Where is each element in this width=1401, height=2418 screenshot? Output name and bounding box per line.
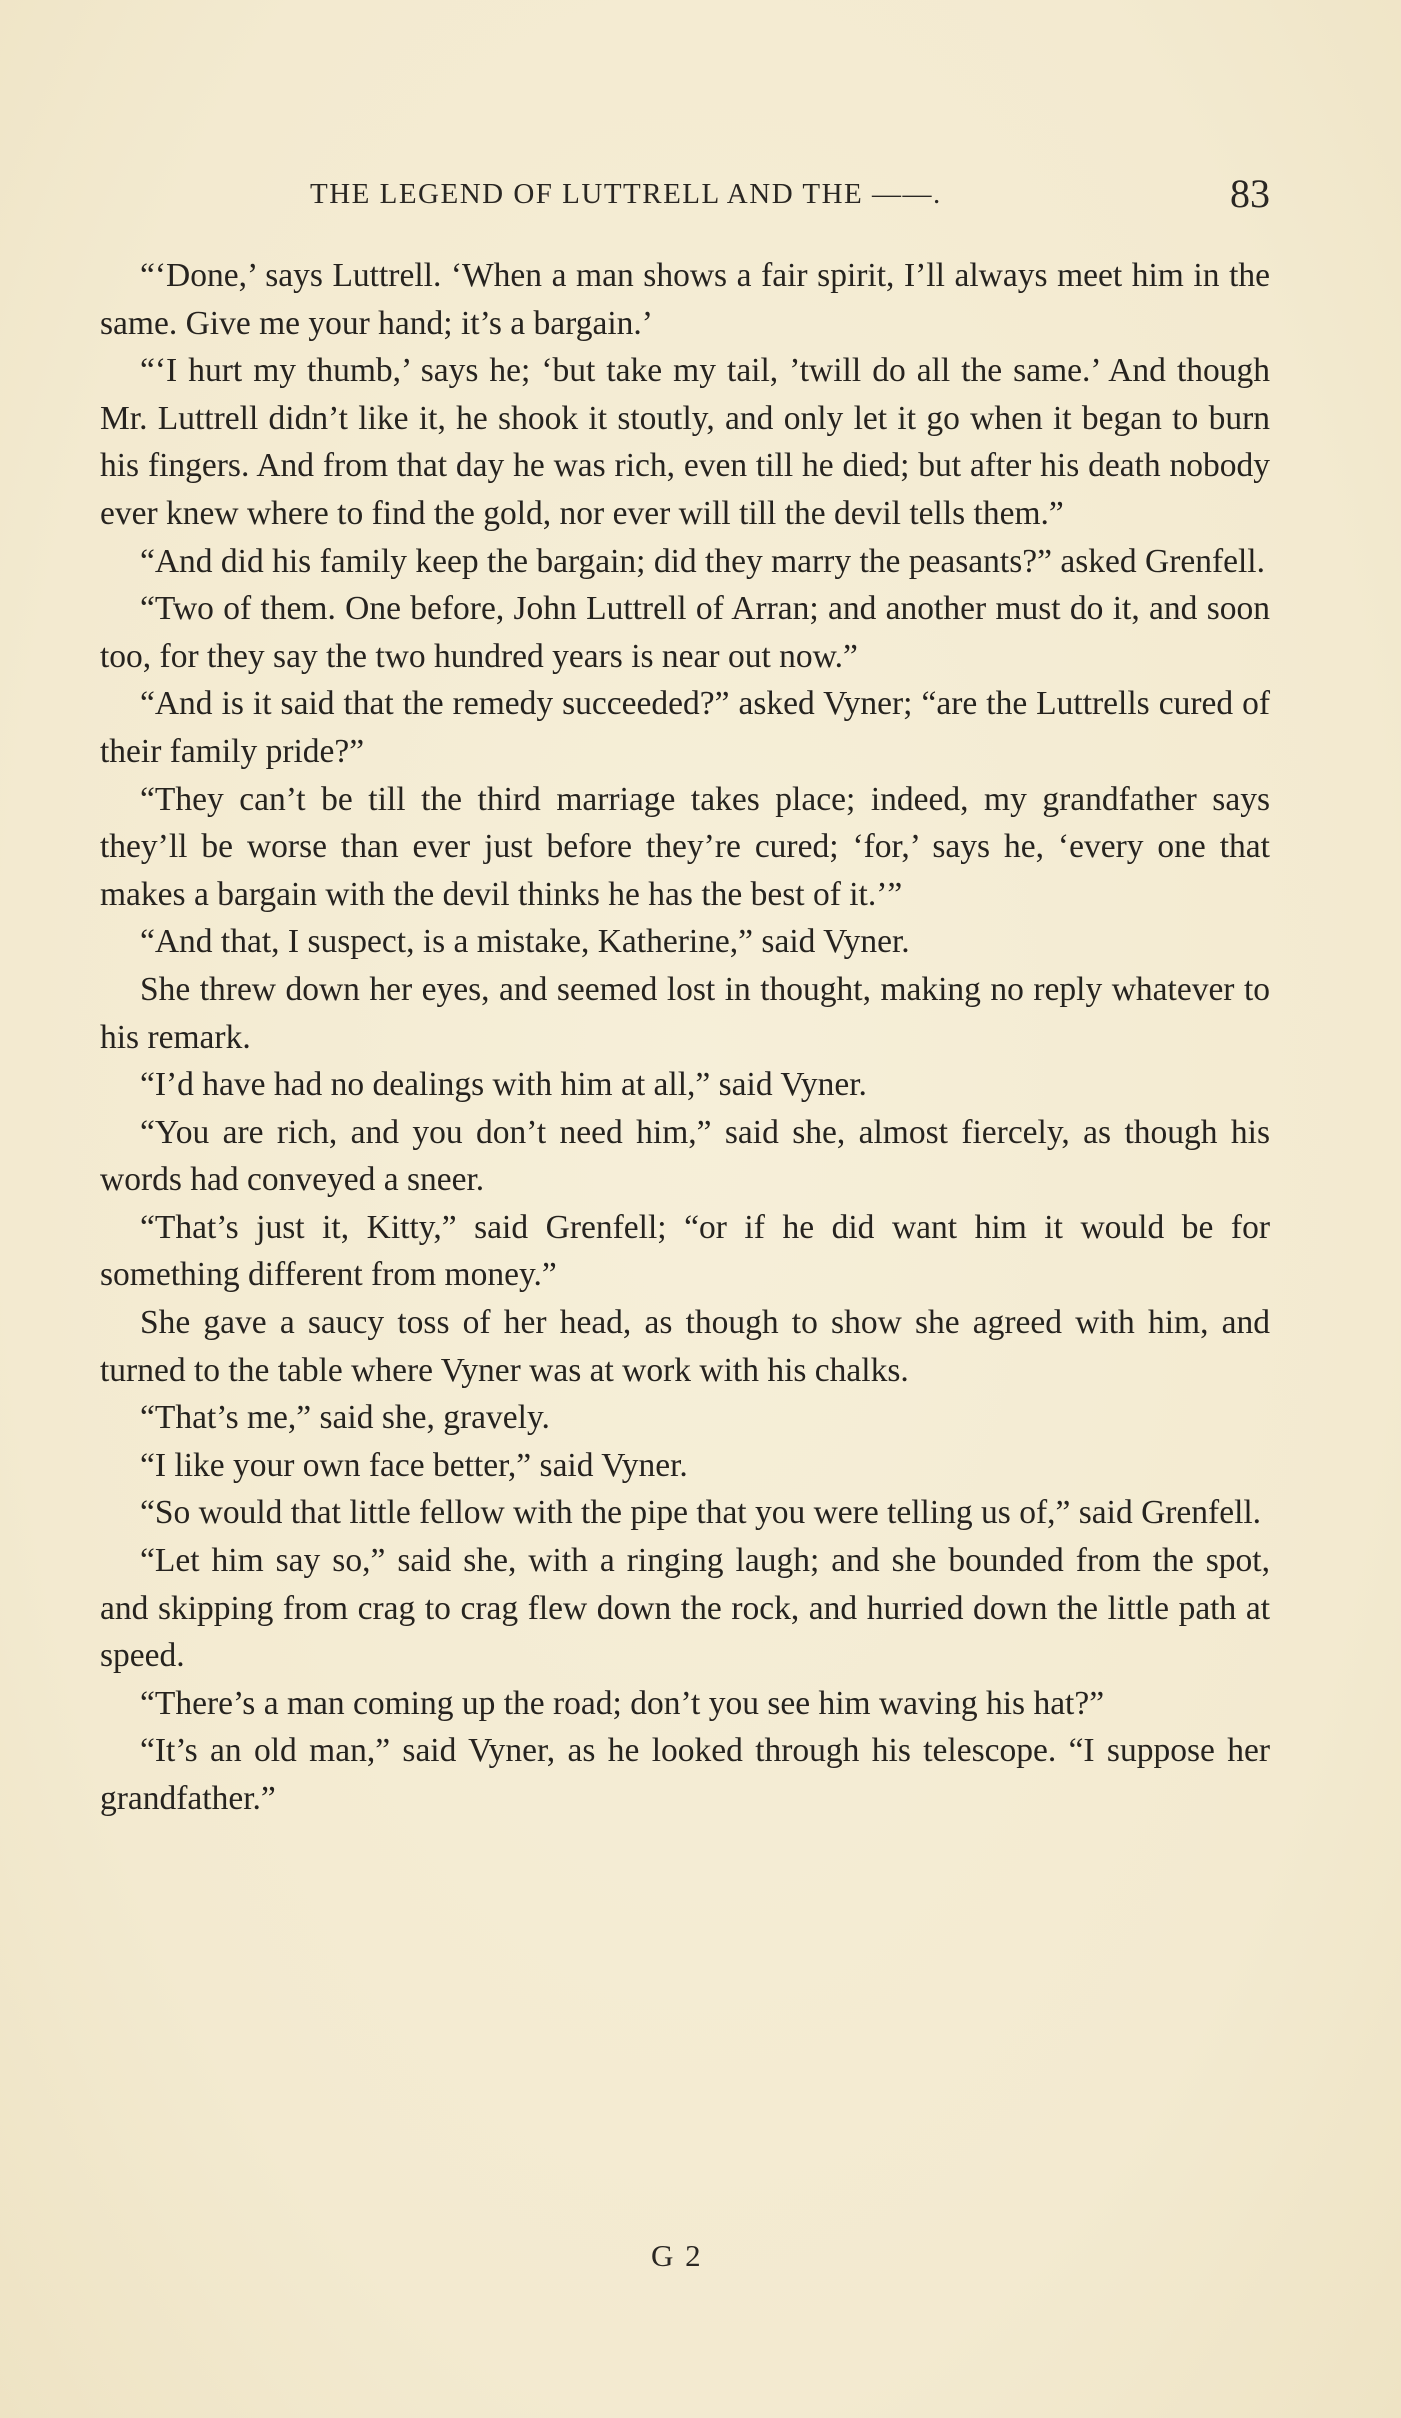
page-header — [100, 170, 1270, 230]
paragraph: “And is it said that the remedy succeeded?” asked Vyner; “are the Luttrells cured of their family pride?” — [100, 685, 1270, 770]
paragraph: “So would that little fellow with the pipe that you were telling us of,” said Grenfell. — [140, 1494, 1262, 1532]
page-number: 83 — [1230, 171, 1270, 216]
paragraph: “You are rich, and you don’t need him,” said she, almost fiercely, as though his words had conveyed a sneer. — [100, 1113, 1270, 1199]
paragraph: “I’d have had no dealings with him at all,” said Vyner. — [140, 1066, 867, 1104]
paragraph: “That’s just it, Kitty,” said Grenfell; “or if he did want him it would be for something different from money.” — [100, 1208, 1270, 1294]
paragraph: “And that, I suspect, is a mistake, Katherine,” said Vyner. — [140, 923, 910, 961]
paragraph: “‘Done,’ says Luttrell. ‘When a man shows a fair spirit, I’ll always meet him in the same. Give me your hand; it’s a bargain.’ — [100, 257, 1270, 342]
body-text — [100, 252, 1270, 1823]
paragraph: “Two of them. One before, John Luttrell of Arran; and another must do it, and soon too, for they say the two hundred years is near out now.” — [100, 590, 1270, 675]
paragraph: “It’s an old man,” said Vyner, as he looked through his telescope. “I suppose her grandfather.” — [100, 1732, 1270, 1817]
paragraph: “They can’t be till the third marriage takes place; indeed, my grandfather says they’ll be worse than ever just before they’re cured; ‘for,’ says he, ‘every one that makes a bargain with the devil thinks he has the best of it.’” — [100, 780, 1270, 913]
paragraph: “That’s me,” said she, gravely. — [140, 1399, 550, 1437]
paragraph: “I like your own face better,” said Vyner. — [140, 1446, 688, 1484]
paragraph: “And did his family keep the bargain; did they marry the peasants?” asked Grenfell. — [140, 542, 1265, 580]
running-head: THE LEGEND OF LUTTRELL AND THE ——. — [310, 178, 942, 210]
paragraph: She threw down her eyes, and seemed lost in thought, making no reply whatever to his remark. — [100, 970, 1270, 1056]
paragraph: “Let him say so,” said she, with a ringing laugh; and she bounded from the spot, and skipping from crag to crag flew down the rock, and hurried down the little path at speed. — [100, 1542, 1270, 1675]
paragraph: “There’s a man coming up the road; don’t you see him waving his hat?” — [140, 1684, 1105, 1722]
signature-mark: G 2 — [651, 2238, 703, 2273]
paragraph: She gave a saucy toss of her head, as though to show she agreed with him, and turned to the table where Vyner was at work with his chalks. — [100, 1304, 1270, 1389]
paragraph: “‘I hurt my thumb,’ says he; ‘but take my tail, ’twill do all the same.’ And though Mr. Luttrell didn’t like it, he shook it stoutly, and only let it go when it began to burn his fingers. And from that day he was rich, even till he died; but after his death nobody ever knew where to find the gold, nor ever will till the devil tells them.” — [100, 352, 1270, 532]
